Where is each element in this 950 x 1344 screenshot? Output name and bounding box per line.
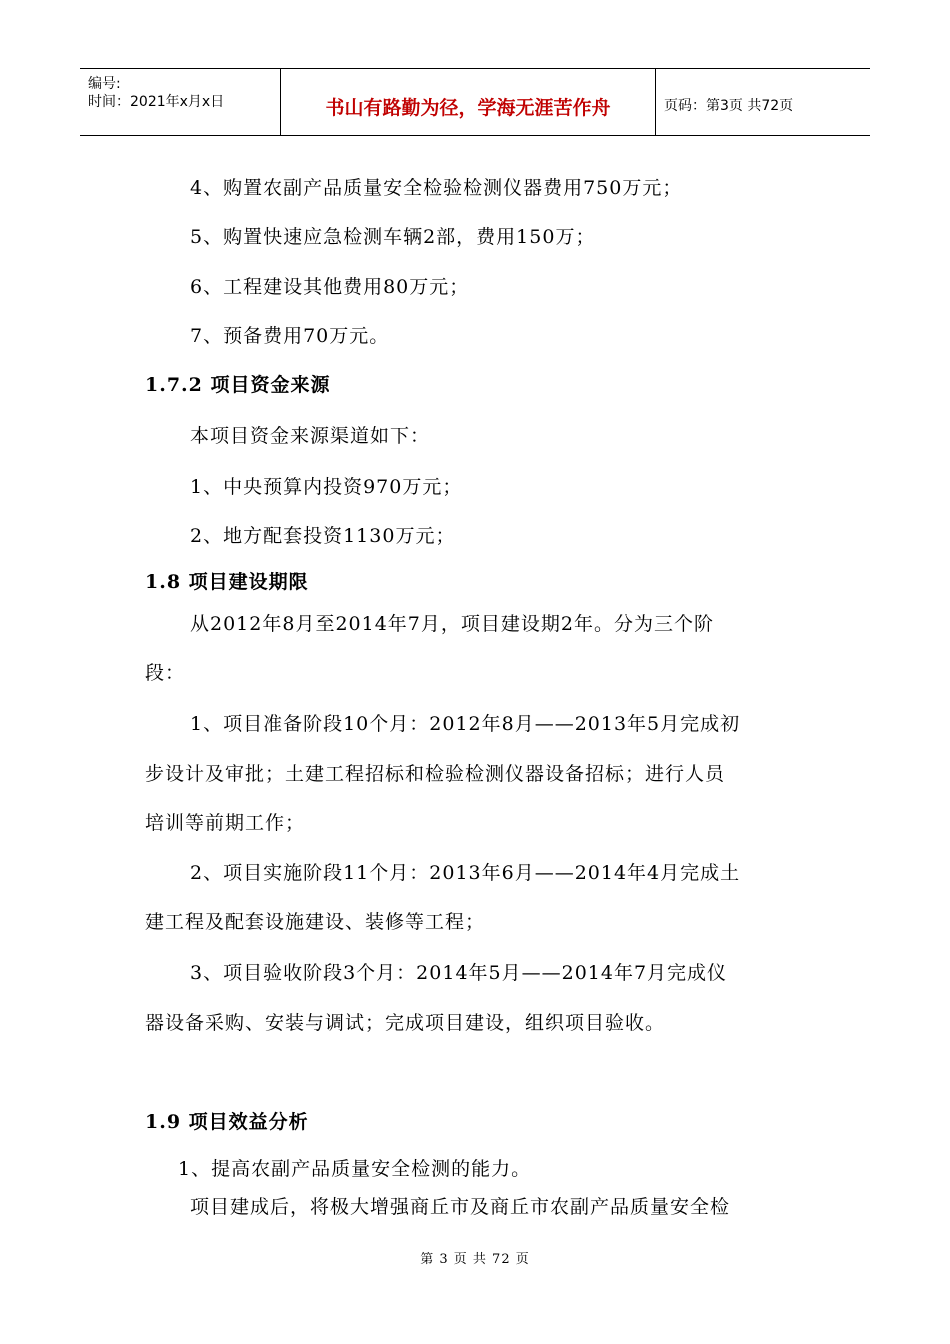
header-info-cell bbox=[80, 69, 281, 135]
list-item: 7、预备费用70万元。 bbox=[190, 325, 390, 347]
paragraph-line: 1、提高农副产品质量安全检测的能力。 bbox=[178, 1158, 532, 1180]
document-date-label: 时间：2021年x月x日 bbox=[88, 94, 225, 110]
header-page-cell bbox=[656, 69, 870, 135]
paragraph-line: 建工程及配套设施建设、装修等工程； bbox=[145, 911, 486, 933]
section-heading: 1.7.2 项目资金来源 bbox=[145, 374, 331, 396]
paragraph-line: 从2012年8月至2014年7月，项目建设期2年。分为三个阶 bbox=[190, 613, 714, 635]
list-item: 1、中央预算内投资970万元； bbox=[190, 476, 463, 498]
paragraph-line: 器设备采购、安装与调试；完成项目建设，组织项目验收。 bbox=[145, 1012, 666, 1034]
header-page-number: 页码：第3页 共72页 bbox=[664, 98, 794, 114]
section-heading: 1.9 项目效益分析 bbox=[145, 1111, 309, 1133]
section-heading: 1.8 项目建设期限 bbox=[145, 571, 309, 593]
list-item: 2、地方配套投资1130万元； bbox=[190, 525, 456, 547]
page-header bbox=[80, 68, 870, 136]
document-number-label: 编号: bbox=[88, 76, 121, 92]
list-item: 5、购置快速应急检测车辆2部，费用150万； bbox=[190, 226, 596, 248]
paragraph-line: 本项目资金来源渠道如下： bbox=[190, 425, 431, 447]
header-motto-cell bbox=[281, 69, 656, 135]
paragraph-line: 1、项目准备阶段10个月：2012年8月——2013年5月完成初 bbox=[190, 713, 741, 735]
paragraph-line: 2、项目实施阶段11个月：2013年6月——2014年4月完成土 bbox=[190, 862, 741, 884]
page-footer: 第 3 页 共 72 页 bbox=[420, 1252, 530, 1267]
header-motto: 书山有路勤为径，学海无涯苦作舟 bbox=[325, 97, 611, 119]
paragraph-line: 培训等前期工作； bbox=[145, 812, 306, 834]
list-item: 4、购置农副产品质量安全检验检测仪器费用750万元； bbox=[190, 177, 683, 199]
list-item: 6、工程建设其他费用80万元； bbox=[190, 276, 470, 298]
paragraph-line: 段： bbox=[145, 662, 186, 684]
paragraph-line: 步设计及审批；土建工程招标和检验检测仪器设备招标；进行人员 bbox=[145, 763, 726, 785]
paragraph-line: 项目建成后，将极大增强商丘市及商丘市农副产品质量安全检 bbox=[190, 1196, 731, 1218]
paragraph-line: 3、项目验收阶段3个月：2014年5月——2014年7月完成仪 bbox=[190, 962, 728, 984]
